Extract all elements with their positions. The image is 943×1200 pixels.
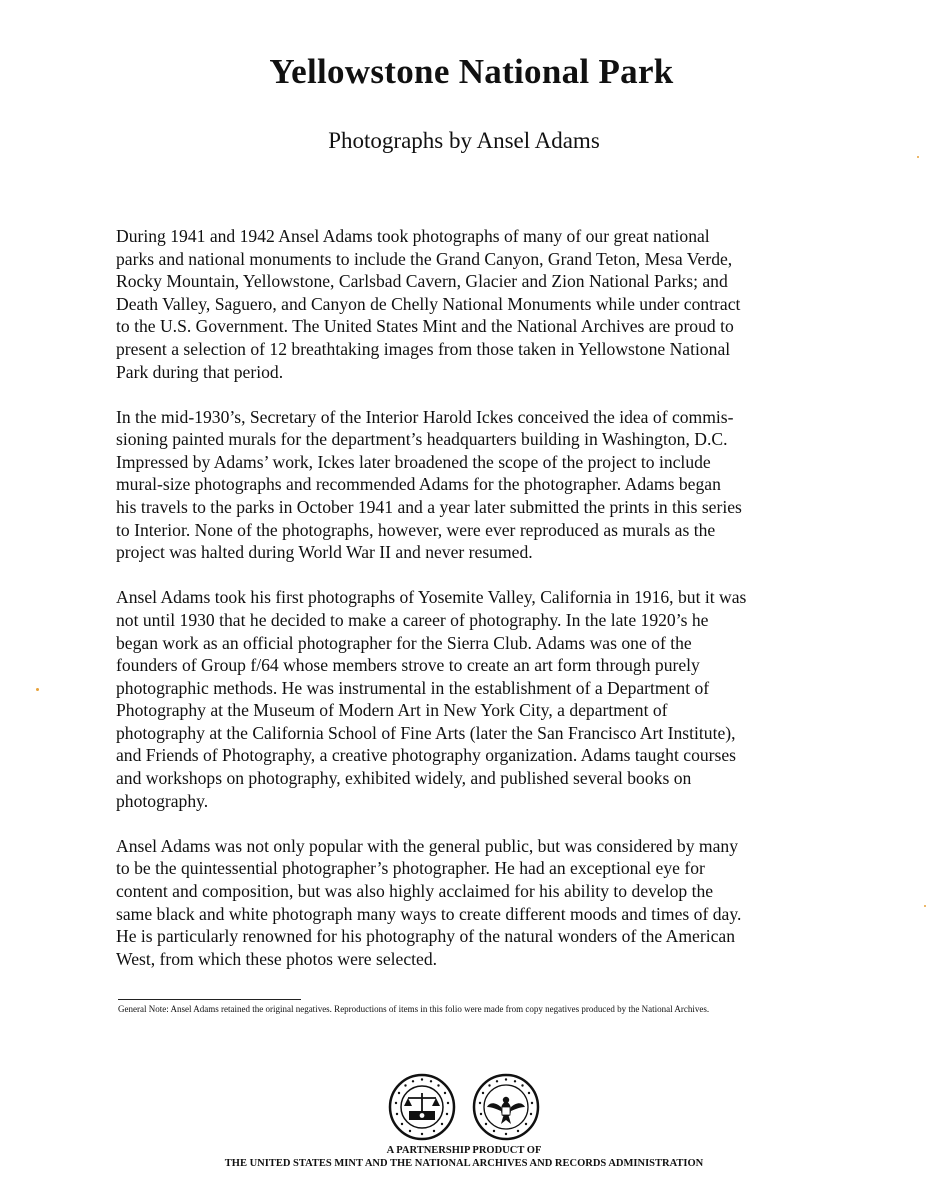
treasury-seal-icon bbox=[388, 1073, 456, 1141]
seals-group bbox=[388, 1073, 548, 1143]
scan-speck bbox=[36, 688, 39, 691]
partnership-line-1: A PARTNERSHIP PRODUCT OF bbox=[386, 1145, 542, 1156]
partnership-line-2: THE UNITED STATES MINT AND THE NATIONAL ARCHIVES AND RECORDS ADMINISTRATION bbox=[224, 1158, 704, 1169]
paragraph-murals: In the mid-1930’s, Secretary of the Interior Harold Ickes conceived the idea of commis- sioning painted murals for the department’s headquarters building in Washington, D.C. Impressed by Adams’ work, Ickes later broadened the scope of the project to include mural-size photographs and recommended Adams for the photographer. Adams began his travels to the parks in October 1941 and a year later submitted the prints in this series to Interior. None of the photographs, however, were ever reproduced as murals as the project was halted during World War II and never resumed. bbox=[116, 406, 742, 563]
scan-speck bbox=[924, 905, 926, 907]
paragraph-biography: Ansel Adams took his first photographs of Yosemite Valley, California in 1916, but it was not until 1930 that he decided to make a career of photography. In the late 1920’s he began work as an official photographer for the Sierra Club. Adams was one of the founders of Group f/64 whose members strove to create an art form through purely photographic methods. He was instrumental in the establishment of a Department of Photography at the Museum of Modern Art in New York City, a department of photography at the California School of Fine Arts (later the San Francisco Art Institute), and Friends of Photography, a creative photography organization. Adams taught courses and workshops on photography, exhibited widely, and published several books on photography. bbox=[116, 587, 747, 811]
body-text bbox=[116, 225, 836, 993]
footnote-divider bbox=[118, 999, 301, 1000]
paragraph-contract: During 1941 and 1942 Ansel Adams took photographs of many of our great national parks and national monuments to include the Grand Canyon, Grand Teton, Mesa Verde, Rocky Mountain, Yellowstone, Carlsbad Cavern, Glacier and Zion National Parks; and Death Valley, Saguero, and Canyon de Chelly National Monuments while under contract to the U.S. Government. The United States Mint and the National Archives are proud to present a selection of 12 breathtaking images from those taken in Yellowstone National Park during that period. bbox=[116, 226, 741, 382]
footnote: General Note: Ansel Adams retained the original negatives. Reproductions of items in this folio were made from copy negatives produced by the National Archives. bbox=[118, 1004, 710, 1014]
national-archives-seal-icon bbox=[472, 1073, 540, 1141]
partnership-credit bbox=[0, 1144, 928, 1170]
paragraph-legacy: Ansel Adams was not only popular with the general public, but was considered by many to be the quintessential photographer’s photographer. He had an exceptional eye for content and composition, but was also highly acclaimed for his ability to develop the same black and white photograph many ways to create different moods and times of day. He is particularly renowned for his photography of the natural wonders of the American West, from which these photos were selected. bbox=[116, 835, 742, 969]
page-title: Yellowstone National Park bbox=[269, 52, 674, 91]
scan-speck bbox=[917, 156, 919, 158]
page-subtitle: Photographs by Ansel Adams bbox=[328, 128, 600, 153]
